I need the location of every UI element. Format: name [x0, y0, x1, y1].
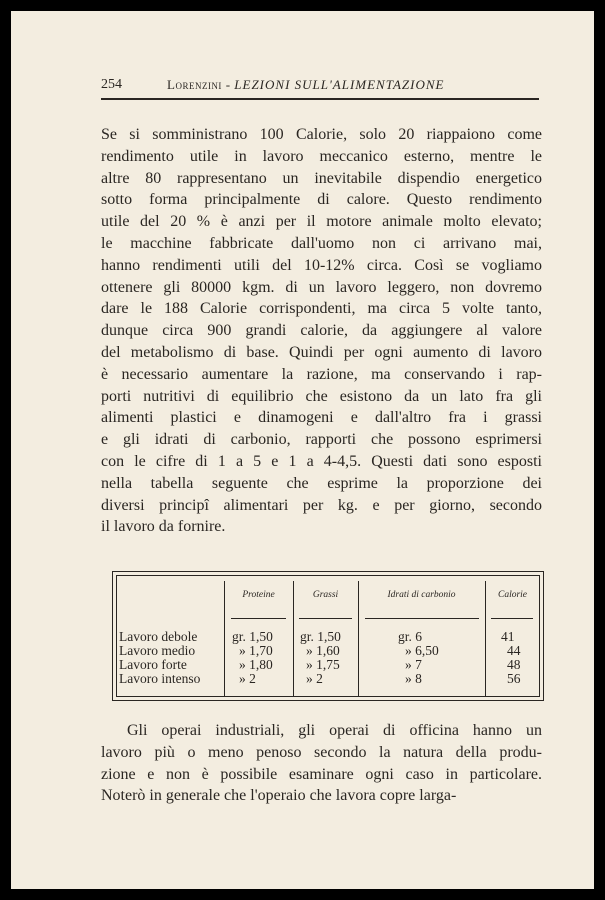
author-name: Lorenzini: [167, 77, 222, 92]
cell-proteine: gr. 1,50: [232, 629, 273, 644]
text-line: altre 80 rappresentano un inevitabile dispendio energetico: [101, 169, 542, 187]
header-rule: [101, 98, 539, 100]
cell-grassi: » 1,60: [306, 643, 340, 658]
row-label: Lavoro forte: [119, 657, 187, 672]
body-paragraph-2: [101, 720, 542, 807]
cell-idrati: » 6,50: [405, 643, 439, 658]
text-line: e gli idrati di carbonio, rapporti che possono esprimersi: [101, 431, 542, 449]
book-page: [11, 11, 594, 889]
text-line: Noterò in generale che l'operaio che lavora copre larga-: [101, 787, 457, 805]
header-underline: [299, 618, 352, 619]
cell-grassi: » 2: [306, 671, 323, 686]
text-line: Se si somministrano 100 Calorie, solo 20 riappaiono come: [101, 126, 542, 143]
text-line: diversi principî alimentari per kg. e per giorno, secondo: [101, 496, 542, 514]
row-label: Lavoro debole: [119, 629, 198, 644]
body-paragraph-1: [101, 124, 542, 538]
header-underline: [491, 618, 533, 619]
cell-idrati: » 8: [405, 671, 422, 686]
text-line: utile del 20 % è anzi per il motore animale molto elevato;: [101, 213, 542, 231]
cell-calorie: 56: [507, 671, 521, 686]
text-line: porti nutritivi di equilibrio che esistono da un lato fra gli: [101, 387, 542, 405]
header-underline: [231, 618, 286, 619]
column-header-idrati: Idrati di carbonio: [387, 590, 456, 600]
cell-idrati: gr. 6: [398, 629, 423, 644]
column-header-proteine: Proteine: [242, 590, 275, 600]
text-line: con le cifre di 1 a 5 e 1 a 4-4,5. Questi dati sono esposti: [101, 452, 542, 470]
text-line: ottenere gli 80000 kgm. di un lavoro leggero, non dovremo: [101, 278, 542, 296]
cell-proteine: » 1,80: [239, 657, 273, 672]
text-line: alimenti plastici e dinamogeni e dall'altro fra i grassi: [101, 409, 542, 427]
cell-grassi: gr. 1,50: [300, 629, 341, 644]
book-title: LEZIONI SULL'ALIMENTAZIONE: [234, 77, 445, 92]
text-line: è necessario aumentare la razione, ma conservando i rap-: [101, 365, 542, 383]
text-line: dunque circa 900 grandi calorie, da aggiungere al valore: [101, 322, 542, 340]
row-label: Lavoro intenso: [119, 671, 201, 686]
cell-proteine: » 1,70: [239, 643, 273, 658]
cell-calorie: 48: [507, 657, 521, 672]
text-line: nella tabella seguente che esprime la proporzione dei: [101, 474, 542, 492]
title-separator: -: [221, 77, 235, 92]
text-line: Gli operai industriali, gli operai di officina hanno un: [127, 722, 542, 739]
page-number: 254: [101, 77, 122, 92]
row-label: Lavoro medio: [119, 643, 196, 658]
cell-grassi: » 1,75: [306, 657, 340, 672]
text-line: il lavoro da fornire.: [101, 518, 226, 536]
cell-calorie: 44: [507, 643, 521, 658]
text-line: lavoro più o meno penoso secondo la natura della produ-: [101, 743, 542, 761]
text-line: dare le 188 Calorie corrispondenti, ma circa 5 volte tanto,: [101, 300, 542, 318]
header-underline: [365, 618, 479, 619]
column-header-calorie: Calorie: [497, 590, 528, 600]
text-line: hanno rendimenti utili del 10-12% circa. Così se vogliamo: [101, 256, 542, 274]
cell-calorie: 41: [501, 629, 515, 644]
text-line: sotto forma principalmente di calore. Questo rendimento: [101, 191, 542, 209]
text-line: del metabolismo di base. Quindi per ogni aumento di lavoro: [101, 343, 542, 361]
text-line: le macchine fabbricate dall'uomo non ci arrivano mai,: [101, 234, 542, 252]
text-line: zione e non è possibile esaminare ogni caso in particolare.: [101, 765, 542, 783]
column-header-grassi: Grassi: [312, 590, 339, 600]
running-header: [101, 73, 539, 99]
nutrition-table: [112, 571, 544, 701]
cell-idrati: » 7: [405, 657, 422, 672]
text-line: rendimento utile in lavoro meccanico esterno, mentre le: [101, 147, 542, 165]
running-title: [167, 77, 444, 93]
cell-proteine: » 2: [239, 671, 256, 686]
